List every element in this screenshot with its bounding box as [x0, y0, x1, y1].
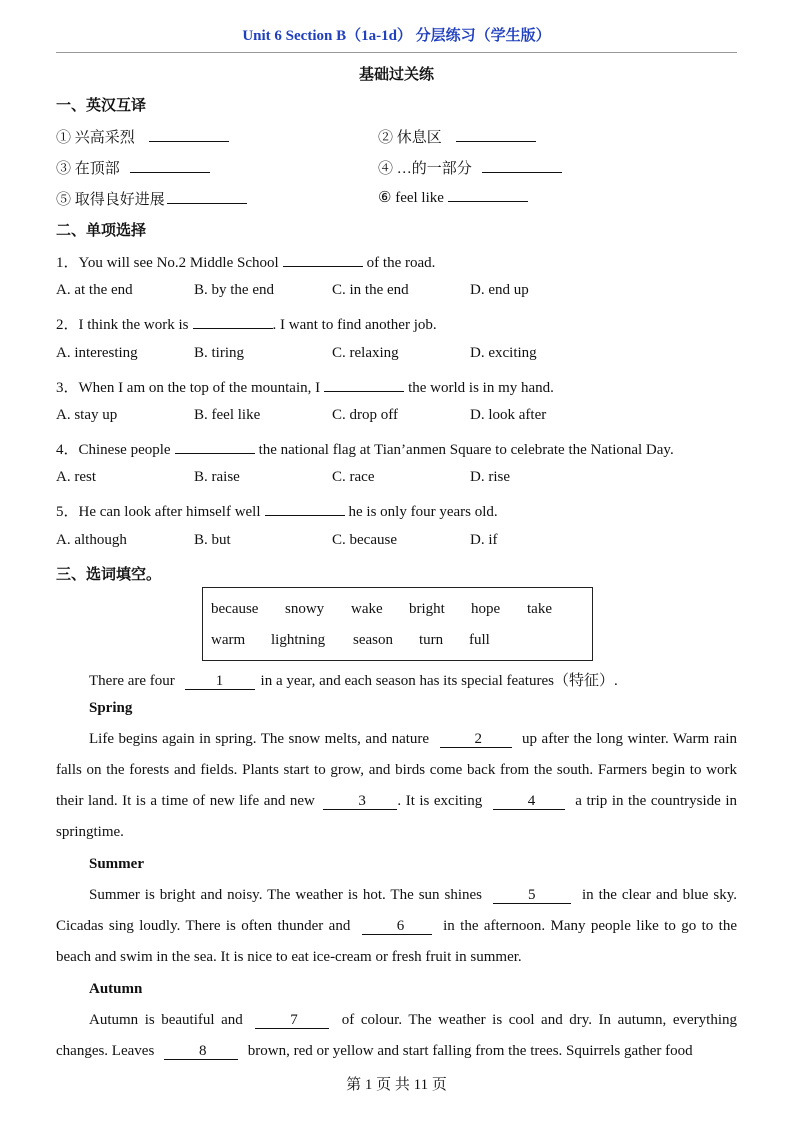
translation-item-5: ⑤ 取得良好进展 [56, 188, 247, 209]
intro-sentence: There are four 1 in a year, and each season has its special features（特征）. [89, 673, 618, 689]
question-2-stem: 2．I think the work is . I want to find another job. [56, 317, 437, 333]
spring-paragraph: Life begins again in spring. The snow melts, and nature 2 up after the long winter. Warm rain falls on the forests and fields. Plants start to grow, and birds come back from the south. Farmers begin to work their land. It is a time of new life and new 3 . It is exciting 4 a trip in the countryside in springtime. [56, 731, 738, 840]
blank-3: 3 [323, 794, 397, 810]
question-1-stem: 1．You will see No.2 Middle School of the road. [56, 255, 436, 271]
translation-item-6: ⑥ feel like [378, 188, 528, 207]
question-4-options: A. rest B. raise C. race D. rise [56, 469, 510, 485]
translation-item-1: ① 兴高采烈 [56, 126, 229, 147]
blank-4: 4 [493, 794, 565, 810]
section3-heading: 三、选词填空。 [56, 567, 162, 583]
question-3-stem: 3．When I am on the top of the mountain, I the world is in my hand. [56, 380, 554, 396]
spring-title: Spring [89, 700, 133, 716]
word-box-row-2: warm lightning season turn full [211, 632, 490, 648]
question-3-options: A. stay up B. feel like C. drop off D. look after [56, 407, 547, 423]
translation-item-3: ③ 在顶部 [56, 157, 210, 178]
blank-2: 2 [440, 732, 512, 748]
question-5-options: A. although B. but C. because D. if [56, 532, 498, 548]
blank-6: 6 [362, 919, 432, 935]
question-2-options: A. interesting B. tiring C. relaxing D. exciting [56, 345, 537, 361]
word-box [202, 587, 593, 661]
question-5-stem: 5．He can look after himself well he is only four years old. [56, 504, 498, 520]
question-4-stem: 4．Chinese people the national flag at Tian’anmen Square to celebrate the National Day. [56, 442, 674, 458]
summer-title: Summer [89, 856, 144, 872]
autumn-paragraph: Autumn is beautiful and 7 of colour. The weather is cool and dry. In autumn, everything changes. Leaves 8 brown, red or yellow and start falling from the trees. Squirrels gather food [56, 1012, 737, 1059]
autumn-title: Autumn [89, 981, 143, 997]
header-divider [56, 52, 737, 53]
summer-paragraph: Summer is bright and noisy. The weather is hot. The sun shines 5 in the clear and blue sky. Cicadas sing loudly. There is often thunder and 6 in the afternoon. Many people like to go to the beach and swim in the sea. It is nice to eat ice-cream or fresh fruit in summer. [56, 887, 738, 965]
section1-heading: 一、英汉互译 [56, 98, 147, 114]
word-box-row-1: because snowy wake bright hope take [211, 601, 552, 617]
page-footer: 第 1 页 共 11 页 [346, 1077, 447, 1093]
translation-item-4: ④ …的一部分 [378, 157, 562, 178]
page-subtitle: 基础过关练 [358, 67, 434, 83]
blank-7: 7 [255, 1013, 329, 1029]
blank-8: 8 [164, 1044, 238, 1060]
section2-heading: 二、单项选择 [56, 223, 147, 239]
blank-1: 1 [185, 674, 255, 690]
translation-item-2: ② 休息区 [378, 126, 536, 147]
question-1-options: A. at the end B. by the end C. in the end D. end up [56, 282, 529, 298]
blank-5: 5 [493, 888, 571, 904]
document-header: Unit 6 Section B（1a-1d） 分层练习（学生版） [242, 28, 551, 44]
